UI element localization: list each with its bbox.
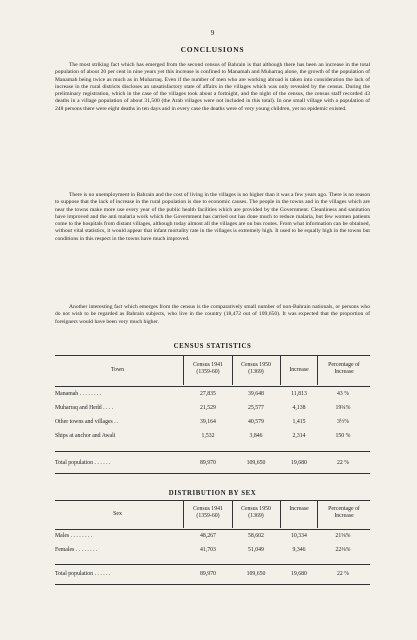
column-divider (280, 500, 281, 528)
column-divider (232, 355, 233, 385)
total-percentage: 22 % (336, 460, 350, 466)
table-row (55, 547, 370, 557)
header-sex: Sex (113, 511, 122, 517)
paragraph-1-text: The most striking fact which has emerged from the second census of Bahrain is that although there has been an increase in the total population of about 20 per cent in nine years yet this increase is confined to Manamah and Muharraq alone, the growth of the population of Manamah being twice as much as in Muharraq. Even if the number of men who are working abroad is taken into consideration the lack of increase in the rural districts discloses an unsatisfactory state of affairs in the villages which was only revealed by the census. During the preliminary registration, which in the case of the villages took about a fortnight, and the night of the census, the census staff recorded 43 deaths in a village population of about 31,500 (the Arab villages were not included in this total). In one small village with a population of 248 persons there were eight deaths in ten days and in every case the deaths were of very young children, yet no epidemic existed. (55, 62, 370, 112)
cell-1941: 21,529 (200, 405, 216, 411)
column-divider (280, 355, 281, 385)
column-divider (317, 355, 318, 385)
paragraph-3-text: Another interesting fact which emerges from the census is the comparatively small number of non-Bahrain nationals, or persons who do not wish to be regarded as Bahrain subjects, who live in the country (18,472 out of 109,650). It was expected that the proportion of foreigners would have been very much higher. (55, 304, 370, 325)
cell-percentage: 43 % (336, 391, 350, 397)
distribution-by-sex-title: DISTRIBUTION BY SEX (168, 490, 257, 497)
cell-percentage: 22⅜% (335, 547, 351, 553)
total-1941: 89,970 (200, 571, 216, 577)
conclusions-heading: CONCLUSIONS (180, 45, 245, 54)
row-label: Males . . . . . . . . (55, 533, 93, 539)
table-separator (55, 451, 370, 452)
cell-1950: 51,049 (248, 547, 264, 553)
cell-1950: 39,648 (248, 391, 264, 397)
table-total-row (55, 571, 370, 581)
table-row (55, 405, 370, 415)
table-bottom-rule (55, 473, 370, 474)
header-census-1941: Census 1941 (1359-60) (193, 506, 223, 519)
header-census-1941: Census 1941 (1359-60) (193, 362, 223, 375)
table-row (55, 433, 370, 443)
paragraph-2-text: There is no unemployment in Bahrain and the cost of living in the villages is no higher than it was a few years ago. There is no reason to suppose that the lack of increase in the rural population is due to economic causes. The people in the towns and in the villages which are near the towns make more use every year of the public health facilities which are provided by the Government. Cleanliness and sanitation have improved and the anti malaria work which the Government has carried out has done much to reduce malaria, but few women patients come to the hospitals from distant villages, although today almost all the villages are on bus routes. From what information can be obtained, without vital statistics, it would appear that infant mortality rate in the villages is extremely high. It used to be equally high in the towns but conditions in this respect in the towns have much improved. (55, 192, 370, 242)
table-header (55, 500, 370, 530)
column-divider (232, 500, 233, 528)
paragraph-2 (55, 192, 370, 243)
total-label: Total population . . . . . . (55, 571, 111, 577)
total-1950: 109,650 (246, 571, 266, 577)
table-row (55, 391, 370, 401)
header-increase: Increase (289, 506, 309, 512)
column-divider (183, 500, 184, 528)
cell-percentage: 19¼% (335, 405, 351, 411)
cell-percentage: 21⅛% (335, 533, 351, 539)
cell-1941: 41,703 (200, 547, 216, 553)
cell-1950: 25,577 (248, 405, 264, 411)
total-1941: 89,970 (200, 460, 216, 466)
cell-increase: 2,314 (292, 433, 306, 439)
table-header (55, 355, 370, 387)
census-statistics-title: CENSUS STATISTICS (173, 343, 252, 350)
total-percentage: 22 % (336, 571, 350, 577)
cell-1941: 39,164 (200, 419, 216, 425)
table-separator (55, 564, 370, 565)
cell-increase: 9,346 (292, 547, 306, 553)
table-bottom-rule (55, 584, 370, 585)
table-total-row (55, 460, 370, 470)
total-label: Total population . . . . . . (55, 460, 111, 466)
cell-1950: 40,579 (248, 419, 264, 425)
header-census-1950: Census 1950 (1369) (241, 362, 271, 375)
cell-1941: 27,835 (200, 391, 216, 397)
total-1950: 109,650 (246, 460, 266, 466)
header-census-1950: Census 1950 (1369) (241, 506, 271, 519)
row-label: Muharraq and Hedd . . . . (55, 405, 114, 411)
cell-1941: 48,267 (200, 533, 216, 539)
table-row (55, 419, 370, 429)
cell-increase: 11,813 (291, 391, 307, 397)
page-number: 9 (210, 28, 215, 37)
row-label: Ships at anchor and Awali (55, 433, 116, 439)
header-percentage: Percentage of Increase (328, 506, 360, 519)
cell-percentage: 150 % (335, 433, 351, 439)
row-label: Other towns and villages . . (55, 419, 119, 425)
cell-percentage: 3½% (336, 419, 350, 425)
total-increase: 19,680 (291, 460, 307, 466)
cell-increase: 10,334 (291, 533, 307, 539)
cell-increase: 1,415 (292, 419, 306, 425)
cell-1941: 1,532 (201, 433, 215, 439)
cell-increase: 4,138 (292, 405, 306, 411)
total-increase: 19,680 (291, 571, 307, 577)
header-percentage: Percentage of Increase (328, 362, 360, 375)
cell-1950: 3,846 (249, 433, 263, 439)
header-town: Town (110, 367, 125, 373)
table-row (55, 533, 370, 543)
row-label: Females . . . . . . . . (55, 547, 98, 553)
column-divider (317, 500, 318, 528)
column-divider (183, 355, 184, 385)
row-label: Manamah . . . . . . . . (55, 391, 102, 397)
paragraph-3 (55, 304, 370, 326)
cell-1950: 58,602 (248, 533, 264, 539)
paragraph-1 (55, 62, 370, 113)
header-increase: Increase (289, 367, 309, 373)
